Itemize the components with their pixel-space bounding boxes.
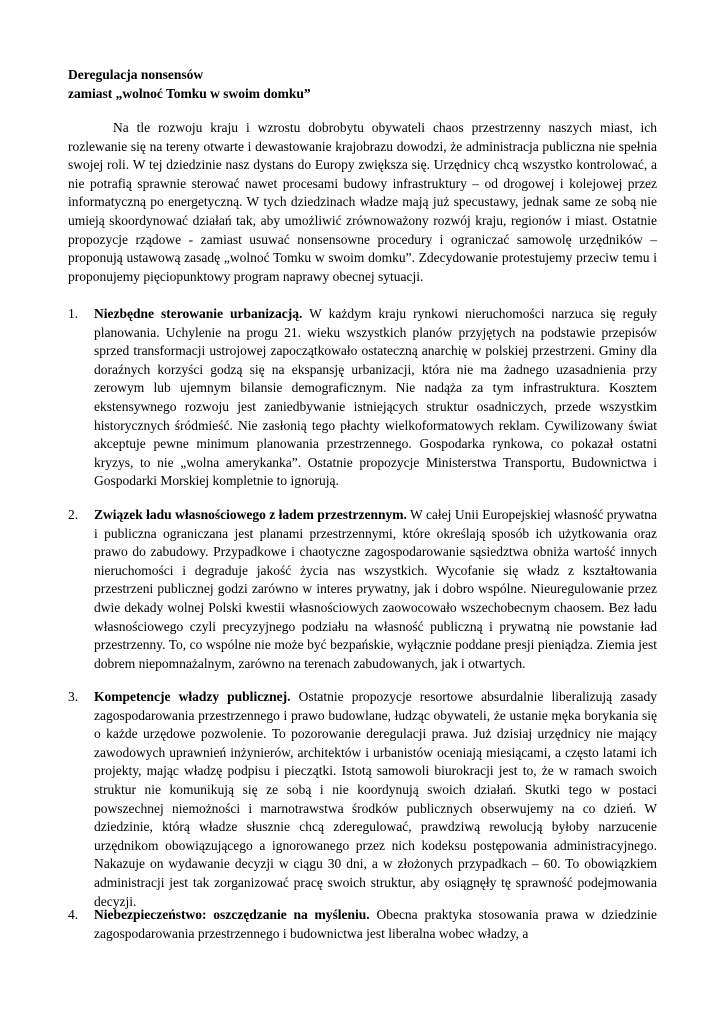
numbered-point-1 bbox=[68, 305, 657, 491]
point-heading: Niebezpieczeństwo: oszczędzanie na myśleniu. bbox=[94, 907, 370, 922]
point-number: 3. bbox=[68, 689, 79, 704]
point-text bbox=[94, 506, 657, 673]
document-title bbox=[68, 66, 668, 103]
intro-paragraph: Na tle rozwoju kraju i wzrostu dobrobytu obywateli chaos przestrzenny naszych miast, ich rozlewanie się na tereny otwarte i dewastowanie krajobrazu dowodzi, że administracja publiczna nie spełnia swojej roli. W tej dziedzinie nasz dystans do Europy zwiększa się. Urzędnicy chcą wszystko kontrolować, a nie potrafią sprawnie sterować nawet procesami budowy infrastruktury – od drogowej i kolejowej przez informatyczną po energetyczną. W tych dziedzinach władze mają już specustawy, jednak same ze sobą nie umieją skoordynować działań tak, aby umożliwić zrównoważony rozwój kraju, regionów i miast. Ostatnie propozycje rządowe - zamiast usuwać nonsensowne procedury i ograniczać samowolę urzędników – proponują ustawową zasadę „wolnoć Tomku w swoim domku”. Zdecydowanie protestujemy przeciw temu i proponujemy pięciopunktowy program naprawy obecnej sytuacji. bbox=[68, 120, 657, 284]
point-body: W każdym kraju rynkowi nieruchomości narzuca się reguły planowania. Uchylenie na progu 21. wieku wszystkich planów przyjętych na podstawie przepisów sprzed transformacji ustrojowej zapoczątkowało ostateczną anarchię w polskiej przestrzeni. Gminy dla doraźnych korzyści godzą się na ekspansję urbanizacji, która nie ma żadnego uzasadnienia przy zerowym lub ujemnym bilansie demograficznym. Nie nadąża za tym infrastruktura. Kosztem ekstensywnego rozwoju jest zaniedbywanie istniejących struktur osadniczych, przede wszystkim historycznych śródmieść. Nie zasłonią tego płachty wielkoformatowych reklam. Cywilizowany świat akceptuje pewne minimum planowania przestrzennego. Gospodarka rynkowa, co pokazał ostatni kryzys, to nie „wolna amerykanka”. Ostatnie propozycje Ministerstwa Transportu, Budownictwa i Gospodarki Morskiej kompletnie to ignorują. bbox=[94, 306, 657, 489]
point-heading: Związek ładu własnościowego z ładem przestrzennym. bbox=[94, 507, 407, 522]
point-body: Obecna praktyka stosowania prawa w dziedzinie zagospodarowania przestrzennego i budownictwa jest liberalna wobec władzy, a bbox=[94, 907, 657, 941]
numbered-point-4 bbox=[68, 906, 657, 943]
point-number: 2. bbox=[68, 507, 79, 522]
title-line-1: Deregulacja nonsensów bbox=[68, 67, 204, 82]
point-number: 4. bbox=[68, 907, 79, 922]
point-text bbox=[94, 688, 657, 911]
point-heading: Kompetencje władzy publicznej. bbox=[94, 689, 291, 704]
point-body: Ostatnie propozycje resortowe absurdalnie liberalizują zasady zagospodarowania przestrzennego i prawo budowlane, łudząc obywateli, że ustanie męka borykania się o każde urzędowe pozwolenie. To pozorowanie deregulacji prawa. Już dzisiaj urzędnicy nie mający zawodowych uprawnień inżynierów, architektów i urbanistów oceniają miesiącami, a często latami ich projekty, mając władzę podpisu i pieczątki. Istotą samowoli biurokracji jest to, że w ramach swoich struktur nie komunikują się ze sobą i nie koordynują swoich działań. Skutki tego w postaci powszechnej niemożności i marnotrawstwa środków publicznych obserwujemy na co dzień. W dziedzinie, którą władze słusznie chcą zderegulować, prawdziwą rewolucją byłoby narzucenie urzędnikom obowiązującego a ignorowanego przez nich kodeksu postępowania administracyjnego. Nakazuje on wydawanie decyzji w ciągu 30 dni, a w złożonych przypadkach – 60. To obowiązkiem administracji jest tak zorganizować pracę swoich struktur, aby osiągnęły tę sprawność podejmowania decyzji. bbox=[94, 689, 657, 909]
numbered-point-2 bbox=[68, 506, 657, 673]
point-text bbox=[94, 906, 657, 943]
point-number: 1. bbox=[68, 306, 79, 321]
title-line-2: zamiast „wolnoć Tomku w swoim domku” bbox=[68, 85, 311, 101]
point-text bbox=[94, 305, 657, 491]
numbered-point-3 bbox=[68, 688, 657, 911]
point-body: W całej Unii Europejskiej własność prywatna i publiczna ograniczana jest planami przestrzennymi, które określają sposób ich użytkowania oraz prawo do zabudowy. Przypadkowe i chaotyczne zagospodarowanie sąsiedztwa obniża wartość innych nieruchomości i degraduje jakość życia nas wszystkich. Wycofanie się władz z kształtowania przestrzeni publicznej godzi zarówno w interes prywatny, jak i dobro wspólne. Nieuregulowanie przez dwie dekady wolnej Polski kwestii własnościowych zaowocowało wszechobecnym chaosem. Bez ładu własnościowego czyli precyzyjnego podziału na własność publiczną i prywatną nie powstanie ład przestrzenny. To, co wspólne nie może być bezpańskie, wyłącznie poddane presji pieniądza. Ziemia jest dobrem niepomnażalnym, zarówno na terenach zabudowanych, jak i otwartych. bbox=[94, 507, 657, 671]
point-heading: Niezbędne sterowanie urbanizacją. bbox=[94, 306, 303, 321]
